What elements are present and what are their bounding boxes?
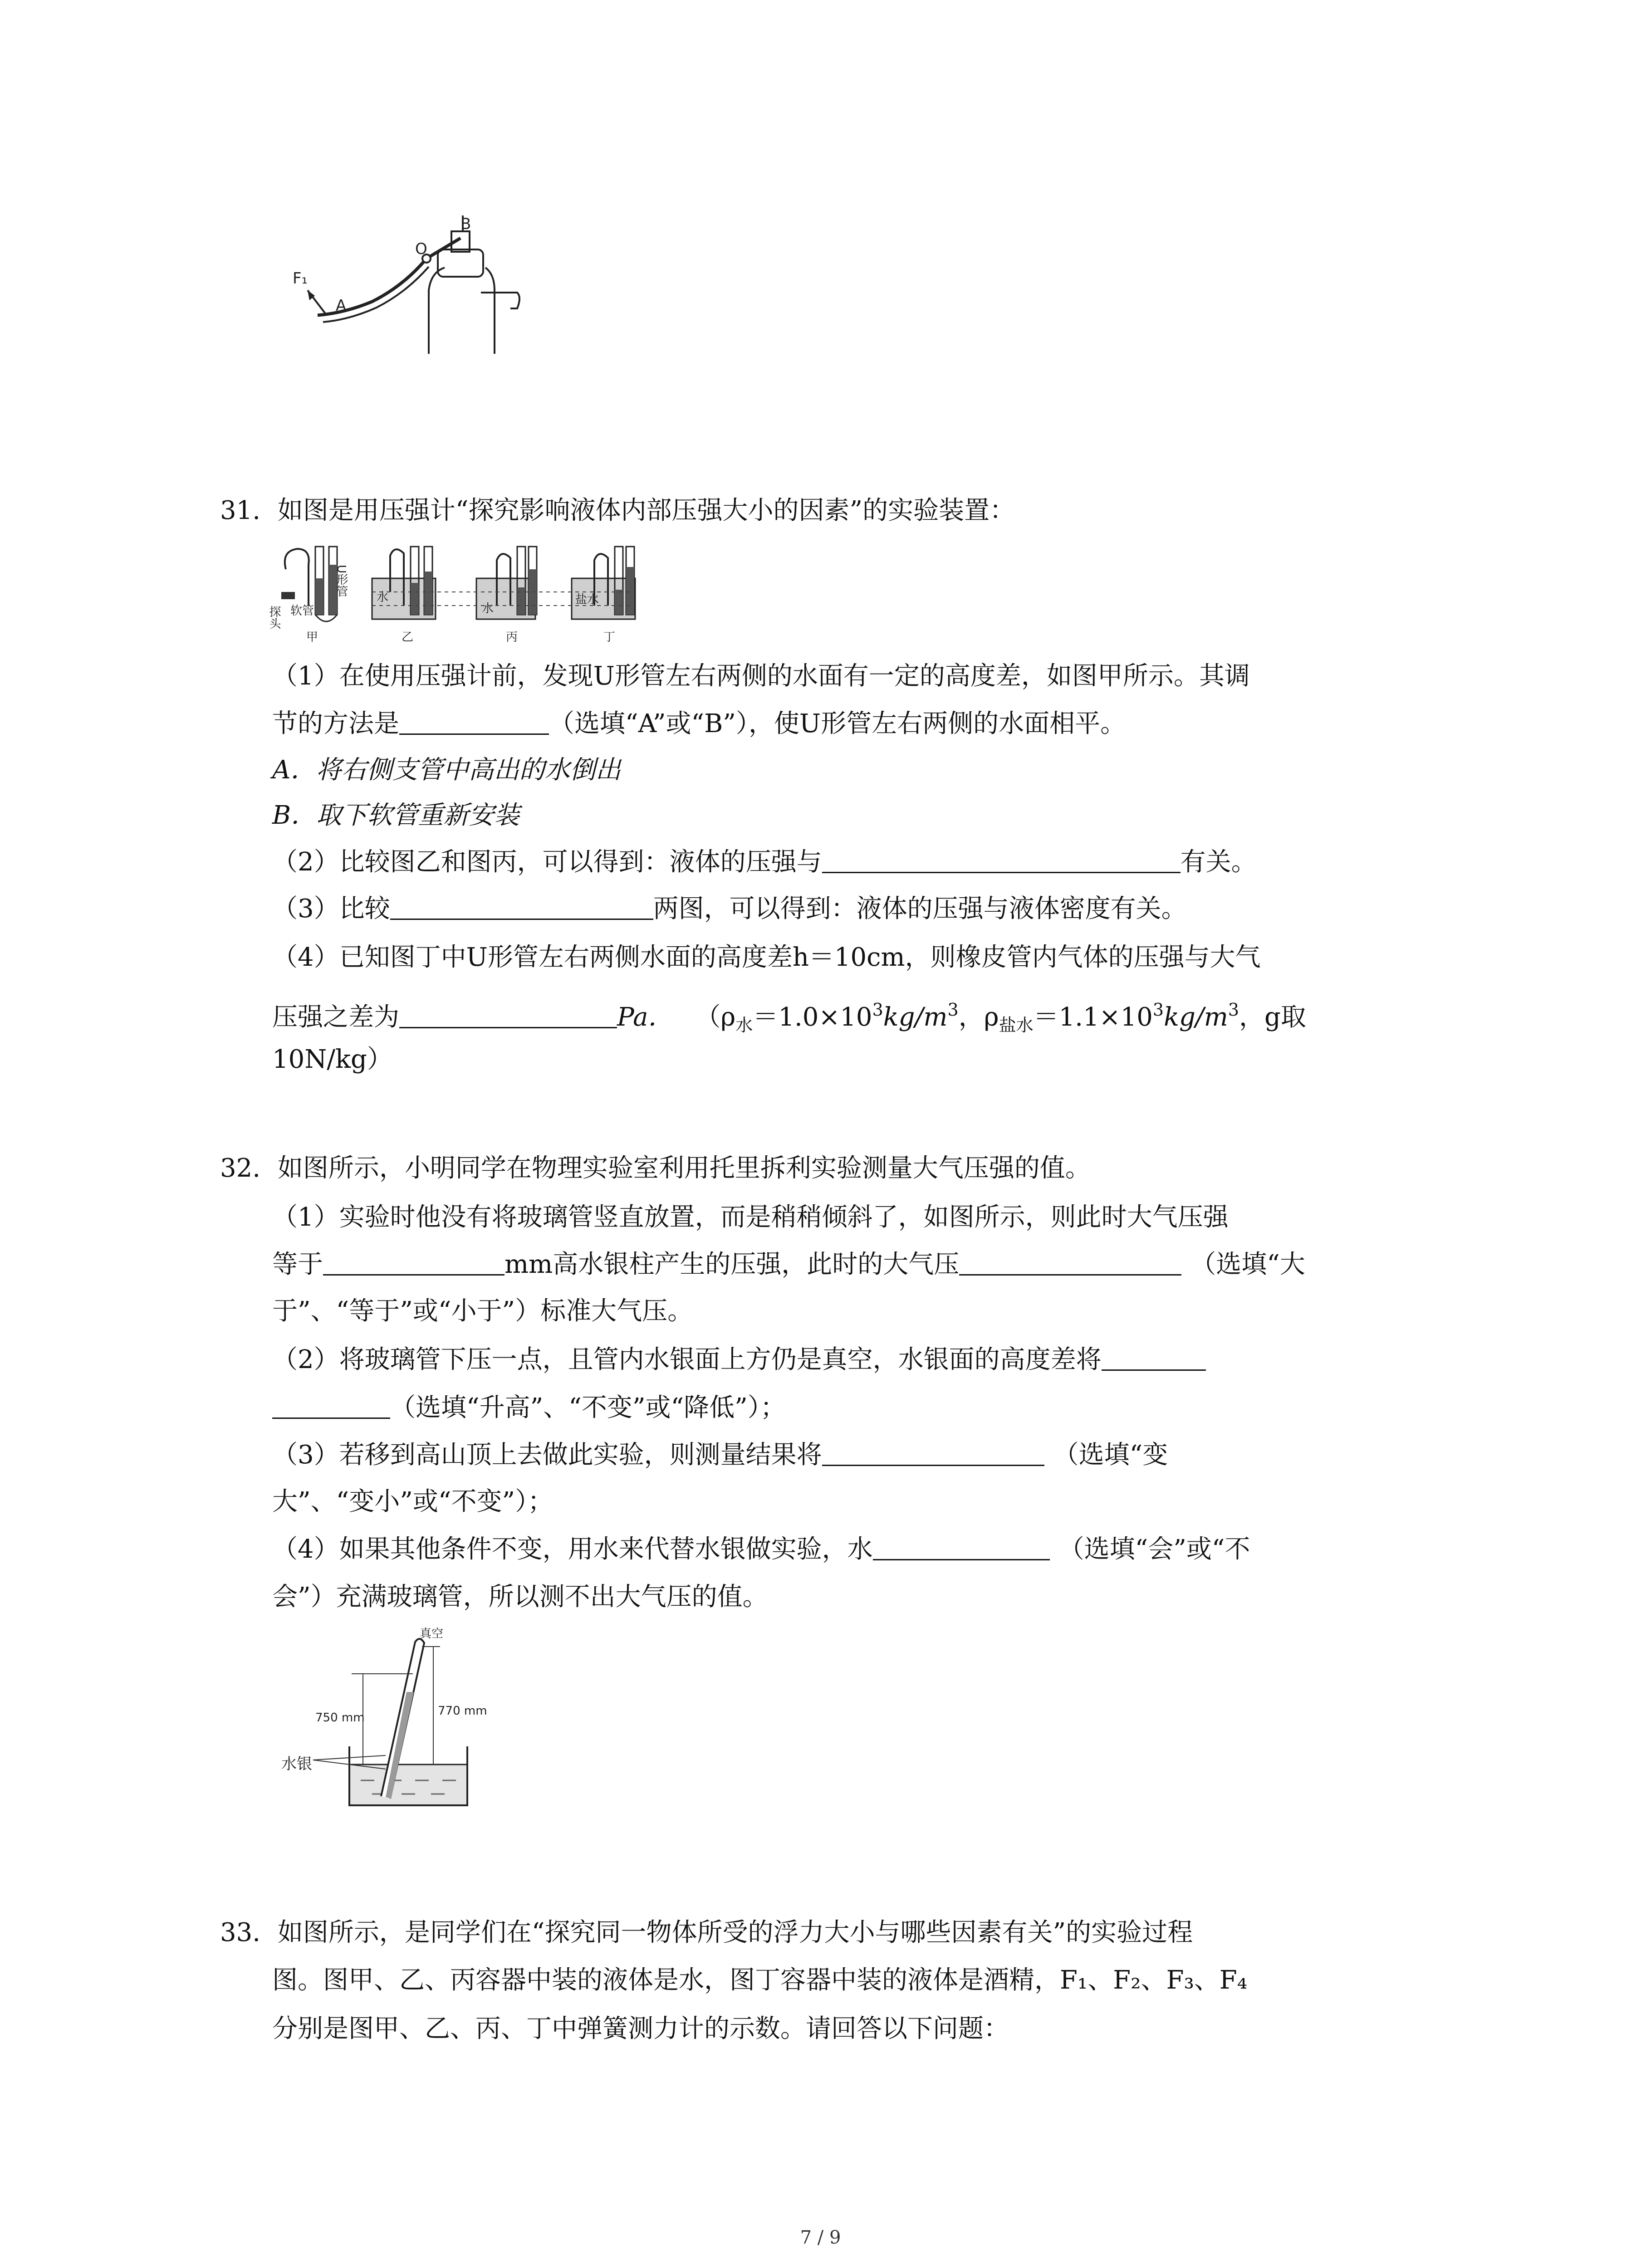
q33-line-1 (220, 1916, 1193, 1949)
q31-part2-prefix: （2）比较图乙和图丙，可以得到：液体的压强与 (272, 847, 822, 877)
label-vacuum: 真空 (420, 1627, 444, 1641)
q32-part2-line-b (272, 1392, 786, 1424)
q32-part1-prefix: 等于 (272, 1250, 323, 1279)
q32-number: 32. (220, 1154, 261, 1183)
q31-unit-1-exp: 3 (947, 1000, 959, 1020)
q32-part4-prefix: （4）如果其他条件不变，用水来代替水银做实验，水 (272, 1535, 873, 1564)
q31-part1-line-b (272, 708, 1126, 740)
q31-rho-water-val: ＝1.0×10 (753, 1002, 872, 1032)
q31-g-take: ，g取 (1239, 1002, 1306, 1032)
q32-part3-line-a (272, 1439, 1168, 1471)
q32-part1-line-a: （1）实验时他没有将玻璃管竖直放置，而是稍稍倾斜了，如图所示，则此时大气压强 (272, 1202, 1229, 1232)
q31-option-b: B．取下软管重新安装 (272, 801, 520, 830)
q32-part4-line-a (272, 1533, 1250, 1566)
gauge-yi (372, 547, 436, 619)
pump-lever-figure (281, 215, 535, 354)
q32-answer-blank-4[interactable] (822, 1439, 1044, 1466)
q31-part2-suffix: 有关。 (1180, 847, 1257, 877)
pressure-gauge-figure (267, 538, 681, 646)
q31-rho-brine-val: ＝1.1×10 (1033, 1002, 1153, 1032)
q31-part3-prefix: （3）比较 (272, 894, 390, 924)
q31-unit-pa: Pa． (617, 1002, 674, 1032)
q31-part3-line (272, 893, 1187, 925)
torricelli-figure (277, 1624, 490, 1814)
caption-ding: 丁 (603, 631, 616, 644)
label-mercury: 水银 (281, 1755, 312, 1773)
label-a: A (336, 297, 347, 315)
q31-stem-line (220, 494, 1015, 527)
q31-exp-2: 3 (1152, 1000, 1164, 1020)
q31-answer-blank-4[interactable] (399, 1002, 617, 1028)
q31-answer-blank-1[interactable] (399, 708, 549, 735)
q31-rho-water: （ρ (695, 1002, 736, 1032)
q31-part4-prefix: 压强之差为 (272, 1002, 399, 1032)
q33-line-2: 图。图甲、乙、丙容器中装的液体是水，图丁容器中装的液体是酒精，F₁、F₂、F₃、F₄ (272, 1965, 1248, 1995)
q31-answer-blank-2[interactable] (822, 846, 1181, 873)
q32-part1-suffix: （选填“大 (1190, 1250, 1305, 1279)
q32-answer-blank-1[interactable] (323, 1249, 505, 1276)
q32-part1-middle: mm高水银柱产生的压强，此时的大气压 (505, 1250, 960, 1279)
q31-unit-2: kg/m (1164, 1002, 1228, 1032)
q32-part3-line-b: 大”、“变小”或“不变”）； (272, 1487, 554, 1516)
q31-part1-line-a: （1）在使用压强计前，发现U形管左右两侧的水面有一定的高度差，如图甲所示。其调 (272, 661, 1250, 691)
q32-stem-line (220, 1152, 1091, 1185)
label-water-bing: 水 (482, 602, 494, 616)
q32-part4-suffix: （选填“会”或“不 (1058, 1535, 1250, 1564)
label-probe: 探头 (267, 606, 281, 629)
q32-answer-blank-3-cont[interactable] (272, 1392, 390, 1419)
label-water-yi: 水 (377, 591, 389, 604)
label-770mm: 770 mm (438, 1704, 487, 1718)
q31-unit-2-exp: 3 (1228, 1000, 1239, 1020)
caption-bing: 丙 (506, 631, 518, 644)
q31-part4-line-c: 10N/kg） (272, 1045, 392, 1074)
q32-part2-prefix: （2）将玻璃管下压一点，且管内水银面上方仍是真空，水银面的高度差将 (272, 1345, 1102, 1374)
q31-part4-line-a: （4）已知图丁中U形管左右两侧水面的高度差h＝10cm，则橡皮管内气体的压强与大气 (272, 943, 1261, 972)
q31-number: 31. (220, 496, 261, 525)
q31-option-a: A．将右侧支管中高出的水倒出 (272, 755, 621, 785)
label-u-tube: U形管 (334, 565, 348, 597)
q31-answer-blank-3[interactable] (390, 893, 653, 920)
q32-part3-prefix: （3）若移到高山顶上去做此实验，则测量结果将 (272, 1440, 822, 1470)
q31-rho-water-sub: 水 (735, 1015, 753, 1035)
label-f1: F₁ (293, 269, 308, 288)
q31-part1-suffix: （选填“A”或“B”），使U形管左右两侧的水面相平。 (549, 709, 1126, 738)
q31-part2-line (272, 846, 1257, 879)
q32-part2-suffix: （选填“升高”、“不变”或“降低”）； (390, 1393, 786, 1422)
label-o: O (415, 240, 427, 258)
caption-jia: 甲 (306, 631, 318, 644)
q32-part2-line-a (272, 1344, 1206, 1376)
label-brine: 盐水 (575, 593, 599, 606)
q33-text-1: 如图所示，是同学们在“探究同一物体所受的浮力大小与哪些因素有关”的实验过程 (277, 1918, 1193, 1947)
label-hose: 软管 (290, 604, 314, 618)
q32-answer-blank-2[interactable] (959, 1249, 1181, 1276)
q31-exp-1: 3 (872, 1000, 883, 1020)
q31-unit-1: kg/m (883, 1002, 948, 1032)
q31-part4-line-b (272, 993, 1306, 1041)
q33-number: 33. (220, 1918, 261, 1947)
q32-stem: 如图所示，小明同学在物理实验室利用托里拆利实验测量大气压强的值。 (277, 1154, 1091, 1183)
label-750mm: 750 mm (315, 1711, 365, 1725)
q31-rho-brine-sub: 盐水 (999, 1015, 1034, 1035)
q31-part1-prefix: 节的方法是 (272, 709, 399, 738)
q32-answer-blank-3[interactable] (1102, 1344, 1206, 1371)
q32-part3-suffix: （选填“变 (1053, 1440, 1168, 1470)
q32-answer-blank-5[interactable] (873, 1534, 1050, 1560)
q31-stem: 如图是用压强计“探究影响液体内部压强大小的因素”的实验装置： (277, 496, 1015, 525)
q32-part4-line-b: 会”）充满玻璃管，所以测不出大气压的值。 (272, 1582, 768, 1612)
q31-rho-brine: ，ρ (958, 1002, 999, 1032)
label-b: B (460, 215, 471, 233)
q32-part1-line-c: 于”、“等于”或“小于”）标准大气压。 (272, 1296, 693, 1326)
q33-line-3: 分别是图甲、乙、丙、丁中弹簧测力计的示数。请回答以下问题： (272, 2014, 1009, 2043)
gauge-ding (572, 547, 635, 619)
caption-yi: 乙 (402, 631, 414, 644)
q32-part1-line-b (272, 1248, 1305, 1281)
q31-part3-suffix: 两图，可以得到：液体的压强与液体密度有关。 (653, 894, 1187, 924)
page-number: 7 / 9 (800, 2227, 841, 2248)
